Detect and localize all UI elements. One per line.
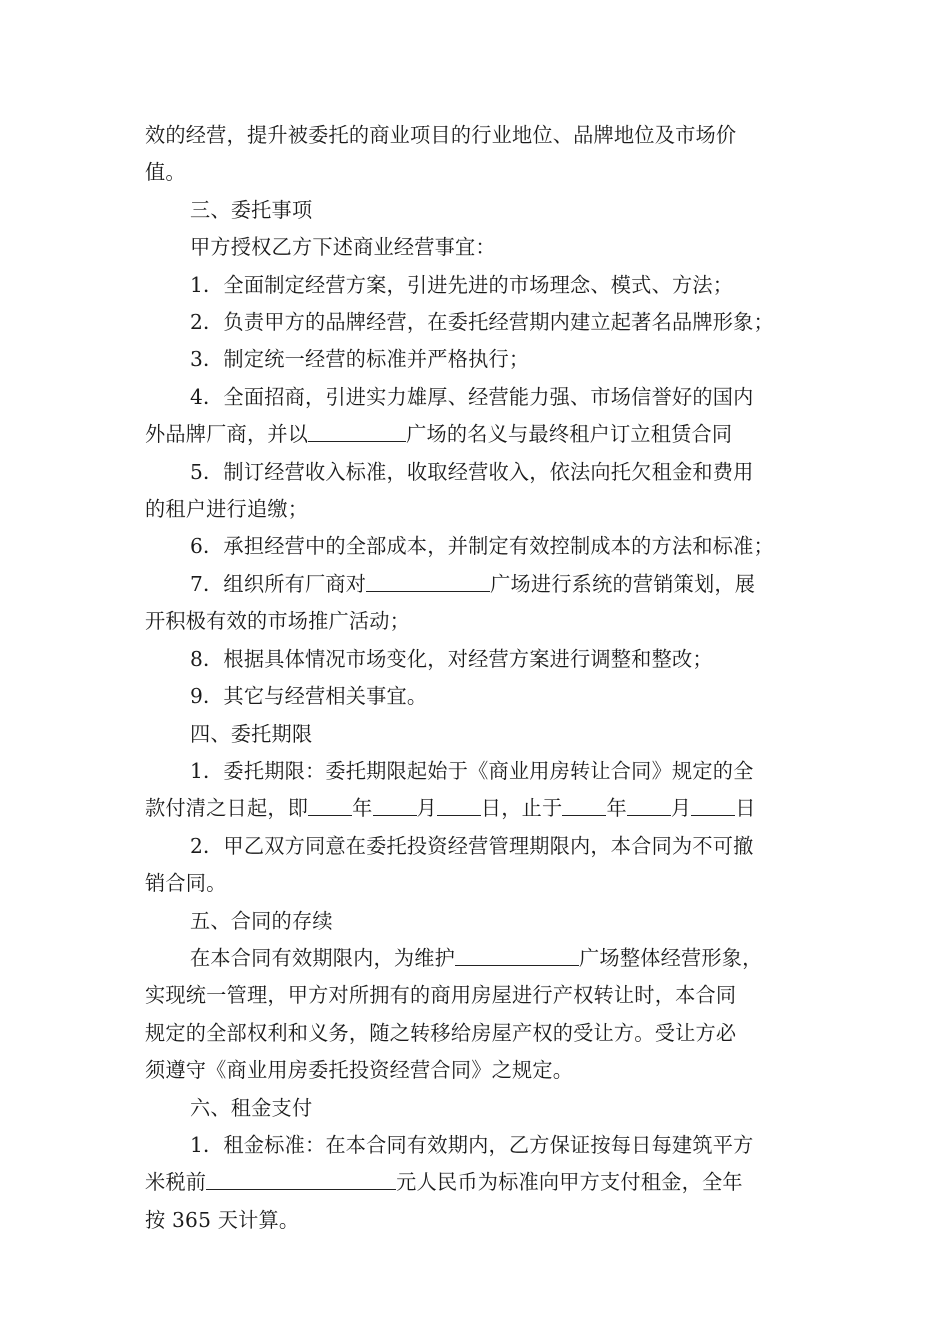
blank-start-year	[308, 793, 352, 816]
list-item-1: 1．全面制定经营方案，引进先进的市场理念、模式、方法；	[190, 272, 734, 297]
paragraph-line	[145, 940, 815, 977]
blank-end-year	[562, 793, 606, 816]
list-item-5: 5．制订经营收入标准，收取经营收入，依法向托欠租金和费用	[190, 459, 754, 484]
list-item-4: 4．全面招商，引进实力雄厚、经营能力强、市场信誉好的国内	[190, 384, 754, 409]
blank-rent-amount	[206, 1167, 396, 1190]
paragraph-line: 须遵守《商业用房委托投资经营合同》之规定。	[145, 1058, 574, 1083]
paragraph-line: 的租户进行追缴；	[145, 497, 309, 522]
list-item-8: 8．根据具体情况市场变化，对经营方案进行调整和整改；	[190, 646, 713, 671]
text-segment: 元人民币为标准向甲方支付租金，全年	[396, 1170, 743, 1195]
paragraph-line: 实现统一管理，甲方对所拥有的商用房屋进行产权转让时，本合同	[145, 983, 737, 1008]
text-segment: 年	[606, 796, 627, 821]
text-segment: 广场进行系统的营销策划，展	[490, 571, 756, 596]
section-heading-continuation: 五、合同的存续	[190, 908, 333, 933]
text-segment: 月	[416, 796, 437, 821]
paragraph-line	[145, 1164, 815, 1201]
blank-plaza-name	[366, 569, 490, 592]
text-segment: 广场整体经营形象，	[579, 945, 763, 970]
list-item-3: 3．制定统一经营的标准并严格执行；	[190, 347, 530, 372]
text-segment: 月	[670, 796, 692, 821]
blank-start-day	[437, 793, 481, 816]
list-item-4-continued	[145, 416, 815, 453]
blank-plaza-name	[308, 419, 406, 442]
term-item-1: 1．委托期限：委托期限起始于《商业用房转让合同》规定的全	[190, 758, 754, 783]
text-segment: 年	[352, 796, 373, 821]
rent-item-1: 1．租金标准：在本合同有效期内，乙方保证按每日每建筑平方	[190, 1132, 754, 1157]
list-item-2: 2．负责甲方的品牌经营，在委托经营期内建立起著名品牌形象；	[190, 310, 774, 335]
document-body	[145, 117, 815, 1239]
list-item-9: 9．其它与经营相关事宜。	[190, 684, 428, 709]
blank-plaza-name	[455, 943, 579, 966]
list-item-6: 6．承担经营中的全部成本，并制定有效控制成本的方法和标准；	[190, 534, 774, 559]
blank-start-month	[373, 793, 417, 816]
text-segment: 日	[735, 796, 756, 821]
text-segment: 广场的名义与最终租户订立租赁合同	[406, 422, 733, 447]
text-segment: 在本合同有效期限内，为维护	[190, 945, 456, 970]
text-segment: 日，止于	[480, 796, 563, 821]
section-heading-entrusted-matters: 三、委托事项	[190, 197, 313, 222]
blank-end-month	[627, 793, 671, 816]
text-segment: 7．组织所有厂商对	[190, 571, 367, 596]
blank-end-day	[691, 793, 735, 816]
paragraph-line: 效的经营，提升被委托的商业项目的行业地位、品牌地位及市场价	[145, 123, 737, 147]
term-item-2: 2．甲乙双方同意在委托投资经营管理期限内，本合同为不可撤	[190, 833, 754, 858]
section-heading-rent-payment: 六、租金支付	[190, 1095, 313, 1120]
section-heading-term: 四、委托期限	[190, 721, 313, 746]
text-segment: 外品牌厂商，并以	[145, 422, 309, 447]
paragraph-line: 开积极有效的市场推广活动；	[145, 609, 411, 634]
text-segment: 款付清之日起，即	[145, 796, 309, 821]
date-range-line	[145, 790, 815, 827]
text-segment: 米税前	[145, 1170, 207, 1195]
paragraph-line: 规定的全部权利和义务，随之转移给房屋产权的受让方。受让方必	[145, 1020, 737, 1045]
list-item-7	[145, 566, 815, 603]
paragraph-line: 按 365 天计算。	[145, 1207, 300, 1232]
paragraph-line: 销合同。	[145, 871, 227, 896]
paragraph-line: 值。	[145, 160, 186, 185]
paragraph-line: 甲方授权乙方下述商业经营事宜：	[190, 235, 496, 260]
